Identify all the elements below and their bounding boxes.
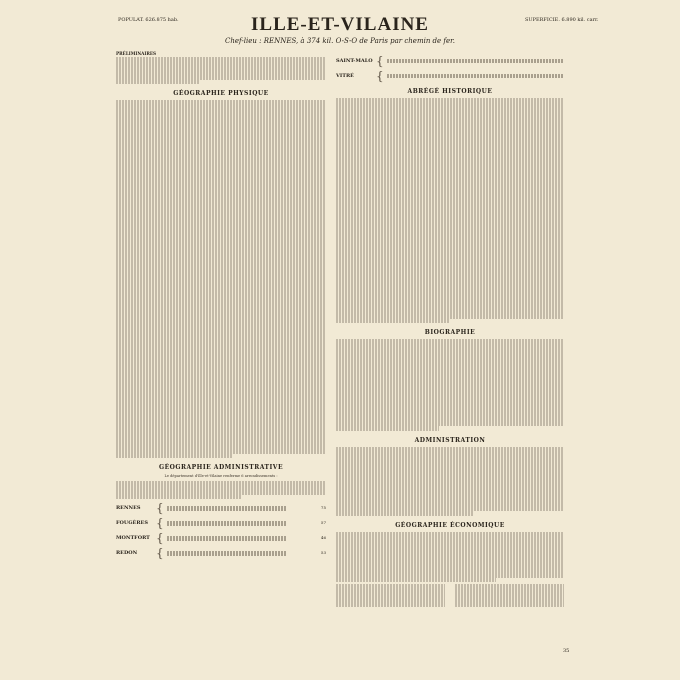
brace-icon: { xyxy=(156,501,164,516)
arrondissement-name: MONTFORT xyxy=(116,535,150,542)
arrondissement-row: VITRÉ { xyxy=(336,70,564,82)
arrondissement-row: MONTFORT { 46 xyxy=(116,531,326,546)
left-column xyxy=(116,52,326,562)
prelim-label: PRÉLIMINAIRES xyxy=(116,51,157,56)
right-column xyxy=(336,52,564,607)
administration-text xyxy=(336,447,564,516)
arrondissement-row: FOUGÈRES { 57 xyxy=(116,516,326,531)
section-heading: ADMINISTRATION xyxy=(414,436,486,444)
eco-table xyxy=(336,584,564,607)
arrondissement-name: RENNES xyxy=(116,505,141,512)
brace-icon: { xyxy=(156,516,164,531)
historique-text xyxy=(336,98,564,323)
admin-intro: Le département d'Ille-et-Vilaine renferme 6 arrondissements : xyxy=(164,474,278,479)
geo-phys-text xyxy=(116,100,326,458)
section-heading: ABRÉGÉ HISTORIQUE xyxy=(407,88,493,95)
brace-icon: { xyxy=(376,69,384,83)
arrondissement-row: RENNES { 75 xyxy=(116,501,326,516)
page-subtitle: Chef-lieu : RENNES, à 374 kil. O-S-O de Paris par chemin de fer. xyxy=(225,37,455,45)
page-number: 35 xyxy=(563,648,570,654)
section-heading: GÉOGRAPHIE ÉCONOMIQUE xyxy=(395,521,505,529)
section-heading: BIOGRAPHIE xyxy=(424,329,476,337)
brace-icon: { xyxy=(156,546,164,561)
section-heading: GÉOGRAPHIE PHYSIQUE xyxy=(173,90,269,98)
population-label: POPULAT. 626.875 hab. xyxy=(118,17,179,23)
biographie-text xyxy=(336,339,564,431)
arrondissement-row: SAINT-MALO { xyxy=(336,55,564,67)
arrondissement-row: REDON { 53 xyxy=(116,546,326,561)
economique-text xyxy=(336,532,564,583)
page-header xyxy=(120,14,560,45)
arrondissement-name: FOUGÈRES xyxy=(116,520,148,527)
brace-icon: { xyxy=(156,531,164,546)
section-heading: GÉOGRAPHIE ADMINISTRATIVE xyxy=(158,464,284,472)
superficie-label: SUPERFICIE. 6.890 kil. carr. xyxy=(525,17,599,23)
arrondissement-name: REDON xyxy=(116,550,138,557)
brace-icon: { xyxy=(376,54,384,68)
page-title: ILLE-ET-VILAINE xyxy=(251,14,429,35)
